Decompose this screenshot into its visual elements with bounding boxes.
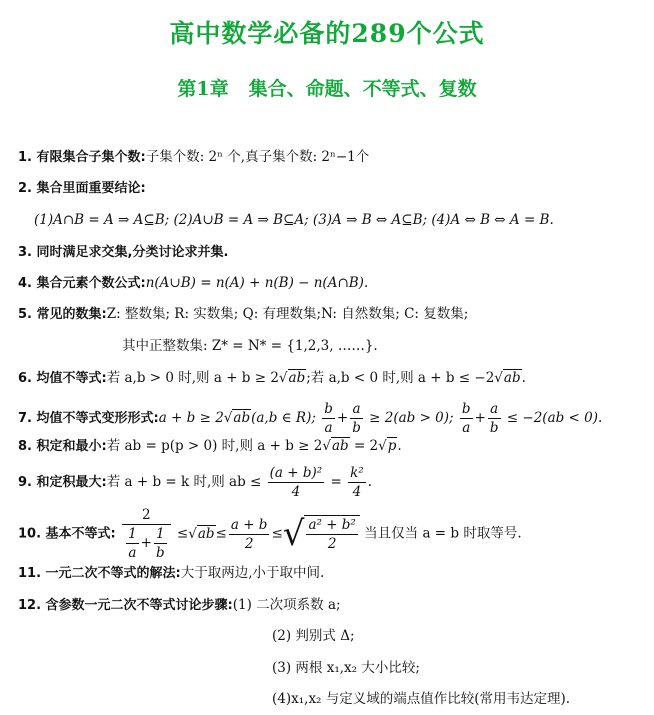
formula-item-2-detail (34, 210, 554, 230)
harmonic-mean-fraction: 2 $\frac{1}{a}$ + $\frac{1}{b}$ (122, 506, 171, 562)
item-text: Z: 整数集; R: 实数集; Q: 有理数集;N: 自然数集; C: 复数集; (106, 306, 469, 322)
step-2: (2) 判别式 Δ; (272, 628, 355, 644)
formula-item-11 (18, 563, 324, 584)
step-3: (3) 两根 x₁,x₂ 大小比较; (272, 660, 420, 676)
step-4: (4)x₁,x₂ 与定义域的端点值作比较(常用韦达定理). (272, 691, 571, 707)
chapter-topic: 集合、命题、不等式、复数 (248, 78, 477, 100)
item-label: 3. 同时满足求交集,分类讨论求并集. (18, 245, 229, 260)
formula-item-4 (18, 273, 368, 294)
page-title: 高中数学必备的289个公式 (169, 19, 485, 48)
sqrt-expression: √p (378, 438, 397, 454)
item-label: 6. 均值不等式: (18, 371, 107, 386)
sqrt-expression: √ab (278, 370, 306, 386)
step-1: (1) 二次项系数 a; (232, 597, 341, 613)
formula-item-9: 9. 和定积最大:若 a + b = k 时,则 ab ≤ $\frac{\text{(a + b)²}}{4}$ = $\frac{\text{k²}}{4}$ . (18, 465, 372, 500)
formula-item-8: 8. 积定和最小:若 ab = p(p > 0) 时,则 a + b ≥ 2√ab = 2√p. (18, 438, 402, 454)
formula-item-10: 10. 基本不等式: 2 $\frac{1}{a}$ + $\frac{1}{b}$ ≤√ab≤ $\frac{a + b}{2}$ ≤√ $\frac{\text{a² + b²}}{2}$ 当且仅当 a = b 时取等号. (18, 507, 522, 561)
formula-item-12 (18, 595, 341, 616)
item-text: 当且仅当 a = b 时取等号. (364, 525, 522, 542)
item-label: 5. 常见的数集: (18, 307, 107, 322)
fraction: $\frac{b}{a}$ (461, 401, 471, 436)
item-text: ;若 a,b < 0 时,则 a + b ≤ −2 (306, 370, 495, 386)
fraction: $\frac{a}{b}$ (489, 401, 499, 436)
formula-item-6: 6. 均值不等式:若 a,b > 0 时,则 a + b ≥ 2√ab;若 a,b < 0 时,则 a + b ≤ −2√ab. (18, 370, 526, 386)
formula-item-7: 7. 均值不等式变形形式:a + b ≥ 2√ab(a,b ∈ R); $\frac{b}{a}$ + $\frac{a}{b}$ ≥ 2(ab > 0); $\frac{b}{a}$ + $\frac{a}{b}$ ≤ −2(ab < 0). (18, 401, 603, 436)
formula-item-5-detail (122, 336, 378, 356)
item-label: 8. 积定和最小: (18, 439, 107, 454)
fraction: $\frac{a}{b}$ (352, 401, 361, 436)
item-text: (1)A∩B = A ⇒ A⊆B; (2)A∪B = A ⇒ B⊆A; (3)A ⇒ B ⇔ A⊆B; (4)A ⇔ B ⇔ A = B. (34, 212, 554, 228)
item-label: 4. 集合元素个数公式: (18, 276, 146, 291)
item-label: 10. 基本不等式: (18, 526, 116, 542)
chapter-number: 第1章 (177, 78, 229, 100)
item-label: 11. 一元二次不等式的解法: (18, 566, 181, 581)
item-text: 若 a,b > 0 时,则 a + b ≥ 2 (106, 370, 279, 386)
chapter-heading (0, 74, 654, 101)
fraction: $\frac{\text{k²}}{4}$ (350, 465, 364, 500)
fraction: $\frac{\text{(a + b)²}}{4}$ (269, 465, 323, 500)
fraction: $\frac{a + b}{2}$ (230, 516, 268, 552)
formula-item-1 (18, 147, 369, 168)
item-text: 子集个数: 2ⁿ 个,真子集个数: 2ⁿ−1个 (145, 149, 370, 165)
sqrt-expression: √ab (188, 525, 215, 542)
item-label: 12. 含参数一元二次不等式讨论步骤: (18, 598, 233, 613)
item-label: 1. 有限集合子集个数: (18, 150, 146, 165)
sqrt-expression: √ab (322, 438, 349, 454)
sqrt-expression: √ab (494, 370, 521, 386)
item-label: 2. 集合里面重要结论: (18, 181, 146, 196)
item-text: 其中正整数集: Z* = N* = {1,2,3, ……}. (122, 338, 378, 354)
item-label: 9. 和定积最大: (18, 475, 107, 490)
item-text: 大于取两边,小于取中间. (180, 565, 325, 581)
formula-item-5 (18, 304, 468, 325)
item-label: 7. 均值不等式变形形式: (18, 411, 159, 426)
formula-item-3 (18, 242, 228, 263)
sqrt-expression: √ab (223, 410, 251, 426)
item-text: n(A∪B) = n(A) + n(B) − n(A∩B). (145, 275, 369, 291)
fraction: $\frac{b}{a}$ (324, 401, 333, 436)
sqrt-expression: √ $\frac{\text{a² + b²}}{2}$ (283, 515, 360, 553)
formula-item-2 (18, 178, 146, 199)
